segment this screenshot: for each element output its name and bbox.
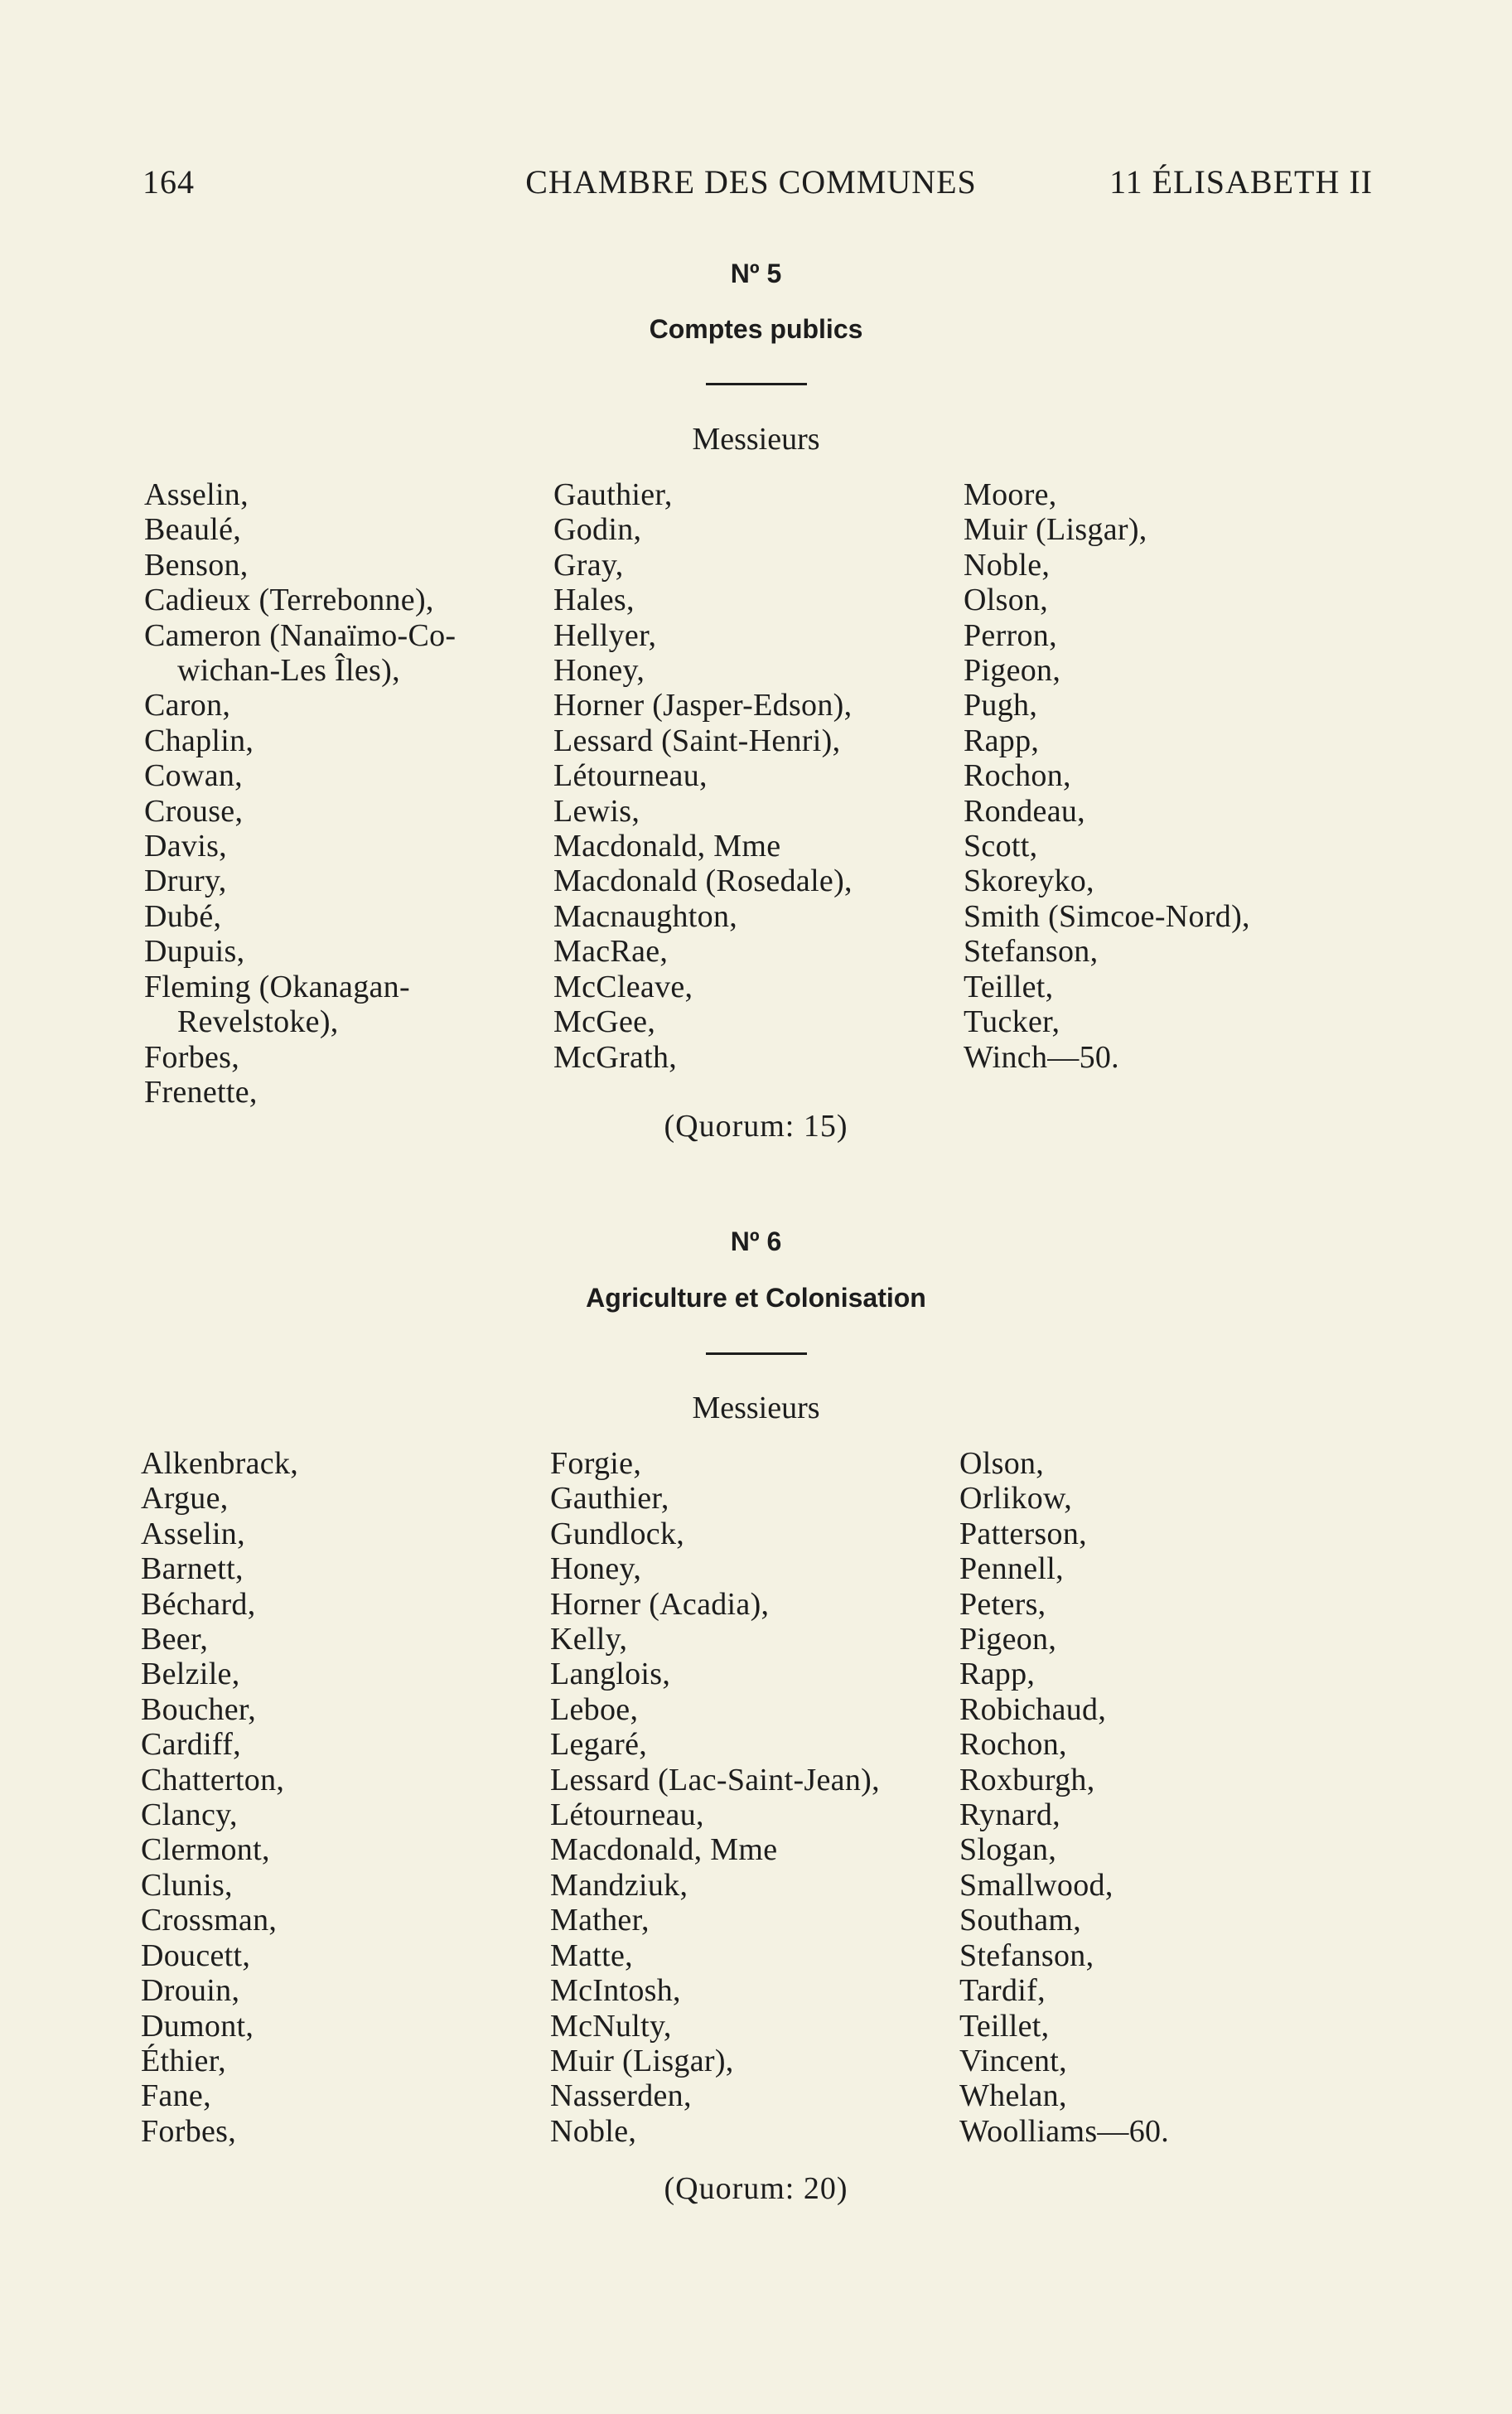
section-6-number: Nº 6	[730, 1226, 782, 1256]
section-6-rule	[706, 1352, 807, 1355]
member-name: Dupuis,	[144, 934, 245, 970]
member-name: Benson,	[144, 547, 249, 583]
member-name: Godin,	[553, 512, 642, 548]
member-name: Belzile,	[141, 1657, 240, 1692]
member-name: Smallwood,	[959, 1867, 1113, 1903]
member-name: Rochon,	[964, 758, 1071, 794]
member-name: Doucett,	[141, 1937, 251, 1973]
member-name: Smith (Simcoe-Nord),	[964, 898, 1250, 934]
member-name: Winch—50.	[964, 1039, 1119, 1075]
member-name: Gauthier,	[550, 1481, 669, 1517]
member-name: Lewis,	[553, 793, 640, 829]
member-name: Mather,	[550, 1903, 650, 1938]
member-name: MacRae,	[553, 934, 669, 970]
member-name-continuation: wichan-Les Îles),	[177, 653, 400, 689]
member-name: Moore,	[964, 477, 1057, 512]
member-name: Muir (Lisgar),	[550, 2043, 734, 2078]
member-name: Alkenbrack,	[141, 1446, 299, 1481]
regnal-year: 11 ÉLISABETH II	[1109, 163, 1373, 201]
member-name: Noble,	[550, 2113, 637, 2149]
member-name: Woolliams—60.	[959, 2113, 1170, 2149]
member-name: Asselin,	[144, 477, 249, 512]
member-name: Forbes,	[144, 1039, 240, 1075]
member-name: Leboe,	[550, 1691, 639, 1727]
section-5-rule	[706, 383, 807, 385]
member-name: Caron,	[144, 688, 231, 723]
member-name: Gray,	[553, 547, 624, 583]
member-name: Teillet,	[964, 969, 1054, 1004]
member-name: Olson,	[959, 1446, 1045, 1481]
member-name: Cadieux (Terrebonne),	[144, 583, 434, 618]
member-name: Macdonald, Mme	[553, 829, 781, 864]
member-name: McIntosh,	[550, 1973, 681, 2009]
member-name: Honey,	[550, 1551, 642, 1587]
member-name: Southam,	[959, 1903, 1082, 1938]
member-name: McGrath,	[553, 1039, 678, 1075]
member-name: Stefanson,	[964, 934, 1099, 970]
member-name: Hales,	[553, 583, 635, 618]
member-name: Honey,	[553, 653, 645, 689]
member-name: Pennell,	[959, 1551, 1064, 1587]
member-name: Tucker,	[964, 1004, 1060, 1040]
member-name: Slogan,	[959, 1832, 1057, 1868]
member-name: Pigeon,	[964, 653, 1061, 689]
member-name: Vincent,	[959, 2043, 1067, 2078]
member-name: Muir (Lisgar),	[964, 512, 1147, 548]
member-name: Davis,	[144, 829, 227, 864]
member-name: Drouin,	[141, 1973, 240, 2009]
member-name: Lessard (Saint-Henri),	[553, 723, 841, 758]
member-name: Fane,	[141, 2078, 211, 2114]
member-name: Perron,	[964, 617, 1057, 653]
member-name: Létourneau,	[550, 1797, 704, 1833]
member-name: Crouse,	[144, 793, 244, 829]
member-name: Barnett,	[141, 1551, 244, 1587]
member-name: Noble,	[964, 547, 1051, 583]
member-name: Roxburgh,	[959, 1762, 1095, 1797]
member-name: Nasserden,	[550, 2078, 692, 2114]
member-name: Patterson,	[959, 1516, 1087, 1551]
member-name: Skoreyko,	[964, 864, 1094, 899]
member-name: Béchard,	[141, 1586, 256, 1622]
member-name: Gauthier,	[553, 477, 673, 512]
member-name: Mandziuk,	[550, 1867, 688, 1903]
member-name: Rondeau,	[964, 793, 1085, 829]
member-name: Kelly,	[550, 1622, 628, 1657]
member-name: Orlikow,	[959, 1481, 1073, 1517]
section-6-subheading: Messieurs	[692, 1391, 820, 1425]
member-name: Horner (Acadia),	[550, 1586, 770, 1622]
member-name: Robichaud,	[959, 1691, 1107, 1727]
member-name: Rapp,	[959, 1657, 1036, 1692]
member-name-continuation: Revelstoke),	[177, 1004, 339, 1040]
member-name: Hellyer,	[553, 617, 657, 653]
member-name: Drury,	[144, 864, 227, 899]
member-name: Frenette,	[144, 1074, 258, 1110]
member-name: Fleming (Okanagan-	[144, 969, 410, 1004]
member-name: Rochon,	[959, 1727, 1067, 1763]
member-name: Forgie,	[550, 1446, 642, 1481]
section-6-column-2	[550, 1446, 880, 2149]
section-5-column-3	[964, 477, 1250, 1075]
member-name: Scott,	[964, 829, 1038, 864]
member-name: Horner (Jasper-Edson),	[553, 688, 853, 723]
section-6-column-1	[141, 1446, 298, 2149]
page-number: 164	[143, 163, 195, 201]
running-title-text: CHAMBRE DES COMMUNES	[525, 163, 977, 201]
member-name: Clermont,	[141, 1832, 270, 1868]
member-name: Stefanson,	[959, 1937, 1094, 1973]
member-name: Argue,	[141, 1481, 229, 1517]
member-name: Peters,	[959, 1586, 1046, 1622]
member-name: Crossman,	[141, 1903, 278, 1938]
member-name: McCleave,	[553, 969, 693, 1004]
section-5-column-1	[144, 477, 456, 1110]
member-name: Teillet,	[959, 2008, 1050, 2044]
member-name: Chaplin,	[144, 723, 254, 758]
section-5-title: Comptes publics	[649, 314, 863, 344]
member-name: Cardiff,	[141, 1727, 241, 1763]
member-name: Beer,	[141, 1622, 209, 1657]
section-5-number: Nº 5	[730, 259, 782, 288]
section-5-quorum: (Quorum: 15)	[664, 1109, 848, 1144]
member-name: Éthier,	[141, 2043, 226, 2078]
member-name: Boucher,	[141, 1691, 257, 1727]
member-name: Gundlock,	[550, 1516, 685, 1551]
member-name: Olson,	[964, 583, 1049, 618]
section-5-column-2	[553, 477, 853, 1075]
member-name: Pigeon,	[959, 1622, 1057, 1657]
member-name: Whelan,	[959, 2078, 1067, 2114]
member-name: Matte,	[550, 1937, 633, 1973]
member-name: Legaré,	[550, 1727, 648, 1763]
member-name: Macdonald, Mme	[550, 1832, 778, 1868]
member-name: Rapp,	[964, 723, 1040, 758]
member-name: Chatterton,	[141, 1762, 285, 1797]
member-name: Dumont,	[141, 2008, 254, 2044]
member-name: Asselin,	[141, 1516, 245, 1551]
member-name: Clancy,	[141, 1797, 238, 1833]
member-name: McGee,	[553, 1004, 656, 1040]
section-6-column-3	[959, 1446, 1169, 2149]
section-6-title: Agriculture et Colonisation	[586, 1283, 926, 1313]
member-name: Rynard,	[959, 1797, 1060, 1833]
member-name: Dubé,	[144, 898, 222, 934]
section-6-quorum: (Quorum: 20)	[664, 2171, 848, 2206]
member-name: Clunis,	[141, 1867, 233, 1903]
member-name: Lessard (Lac-Saint-Jean),	[550, 1762, 880, 1797]
member-name: Forbes,	[141, 2113, 237, 2149]
section-5-subheading: Messieurs	[692, 422, 820, 457]
member-name: Macdonald (Rosedale),	[553, 864, 853, 899]
member-name: Létourneau,	[553, 758, 708, 794]
member-name: Pugh,	[964, 688, 1038, 723]
member-name: Langlois,	[550, 1657, 671, 1692]
member-name: Cowan,	[144, 758, 243, 794]
member-name: Tardif,	[959, 1973, 1046, 2009]
member-name: Macnaughton,	[553, 898, 738, 934]
member-name: McNulty,	[550, 2008, 672, 2044]
member-name: Beaulé,	[144, 512, 242, 548]
member-name: Cameron (Nanaïmo-Co-	[144, 617, 456, 653]
